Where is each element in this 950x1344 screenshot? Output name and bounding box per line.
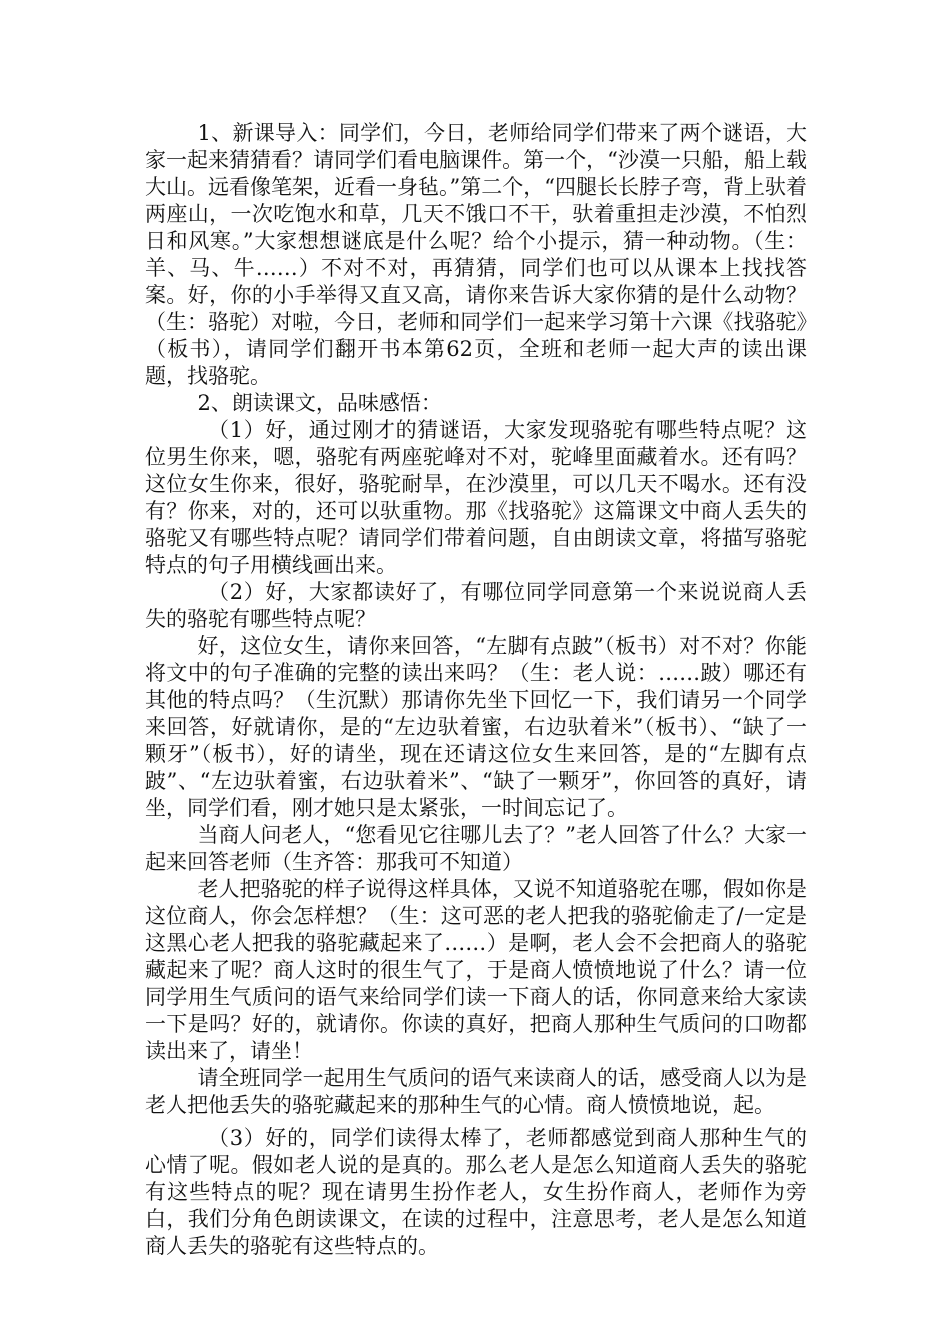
paragraph-old-man-reply: 当商人问老人，“您看见它往哪儿去了？”老人回答了什么？大家一起来回答老师（生齐答：那我可不知道） (145, 823, 807, 874)
paragraph-step-2: （2）好，大家都读好了，有哪位同学同意第一个来说说商人丢失的骆驼有哪些特点呢？ (145, 580, 807, 631)
document-body (145, 120, 807, 1260)
paragraph-step-1: （1）好，通过刚才的猜谜语，大家发现骆驼有哪些特点呢？这位男生你来，嗯，骆驼有两座驼峰对不对，驼峰里面藏着水。还有吗？这位女生你来，很好，骆驼耐旱，在沙漠里，可以几天不喝水。还有没有？你来，对的，还可以驮重物。那《找骆驼》这篇课文中商人丢失的骆驼又有哪些特点呢？请同学们带着问题，自由朗读文章，将描写骆驼特点的句子用横线画出来。 (145, 418, 807, 577)
paragraph-answer-features: 好，这位女生，请你来回答，“左脚有点跛”（板书）对不对？你能将文中的句子准确的完整的读出来吗？（生：老人说：……跛）哪还有其他的特点吗？（生沉默）那请你先坐下回忆一下，我们请另一个同学来回答，好就请你，是的“左边驮着蜜，右边驮着米”（板书）、“缺了一颗牙”（板书），好的请坐，现在还请这位女生来回答，是的“左脚有点跛”、“左边驮着蜜，右边驮着米”、“缺了一颗牙”，你回答的真好，请坐，同学们看，刚才她只是太紧张，一时间忘记了。 (145, 634, 807, 820)
paragraph-intro: 1、新课导入：同学们，今日，老师给同学们带来了两个谜语，大家一起来猜猜看？请同学们看电脑课件。第一个，“沙漠一只船，船上载大山。远看像笔架，近看一身毡。”第二个，“四腿长长脖子弯，背上驮着两座山，一次吃饱水和草，几天不饿口不干，驮着重担走沙漠，不怕烈日和风寒。”大家想想谜底是什么呢？给个小提示，猜一种动物。（生：羊、马、牛……）不对不对，再猜猜，同学们也可以从课本上找找答案。好，你的小手举得又直又高，请你来告诉大家你猜的是什么动物？（生：骆驼）对啦，今日，老师和同学们一起来学习第十六课《找骆驼》（板书），请同学们翻开书本第62页，全班和老师一起大声的读出课题，找骆驼。 (145, 121, 807, 388)
paragraph-section-2-heading: 2、朗读课文，品味感悟： (197, 391, 442, 415)
paragraph-step-3: （3）好的，同学们读得太棒了，老师都感觉到商人那种生气的心情了呢。假如老人说的是真的。那么老人是怎么知道商人丢失的骆驼有这些特点的呢？现在请男生扮作老人，女生扮作商人，老师作为旁白，我们分角色朗读课文，在读的过程中，注意思考，老人是怎么知道商人丢失的骆驼有这些特点的。 (145, 1126, 807, 1258)
paragraph-merchant-thoughts: 老人把骆驼的样子说得这样具体，又说不知道骆驼在哪，假如你是这位商人，你会怎样想？（生：这可恶的老人把我的骆驼偷走了/一定是这黑心老人把我的骆驼藏起来了……）是啊，老人会不会把商人的骆驼藏起来了呢？商人这时的很生气了，于是商人愤愤地说了什么？请一位同学用生气质问的语气来给同学们读一下商人的话，你同意来给大家读一下是吗？好的，就请你。你读的真好，把商人那种生气质问的口吻都读出来了，请坐！ (145, 877, 807, 1063)
paragraph-class-reading: 请全班同学一起用生气质问的语气来读商人的话，感受商人以为是老人把他丢失的骆驼藏起来的那种生气的心情。商人愤愤地说，起。 (145, 1066, 807, 1117)
